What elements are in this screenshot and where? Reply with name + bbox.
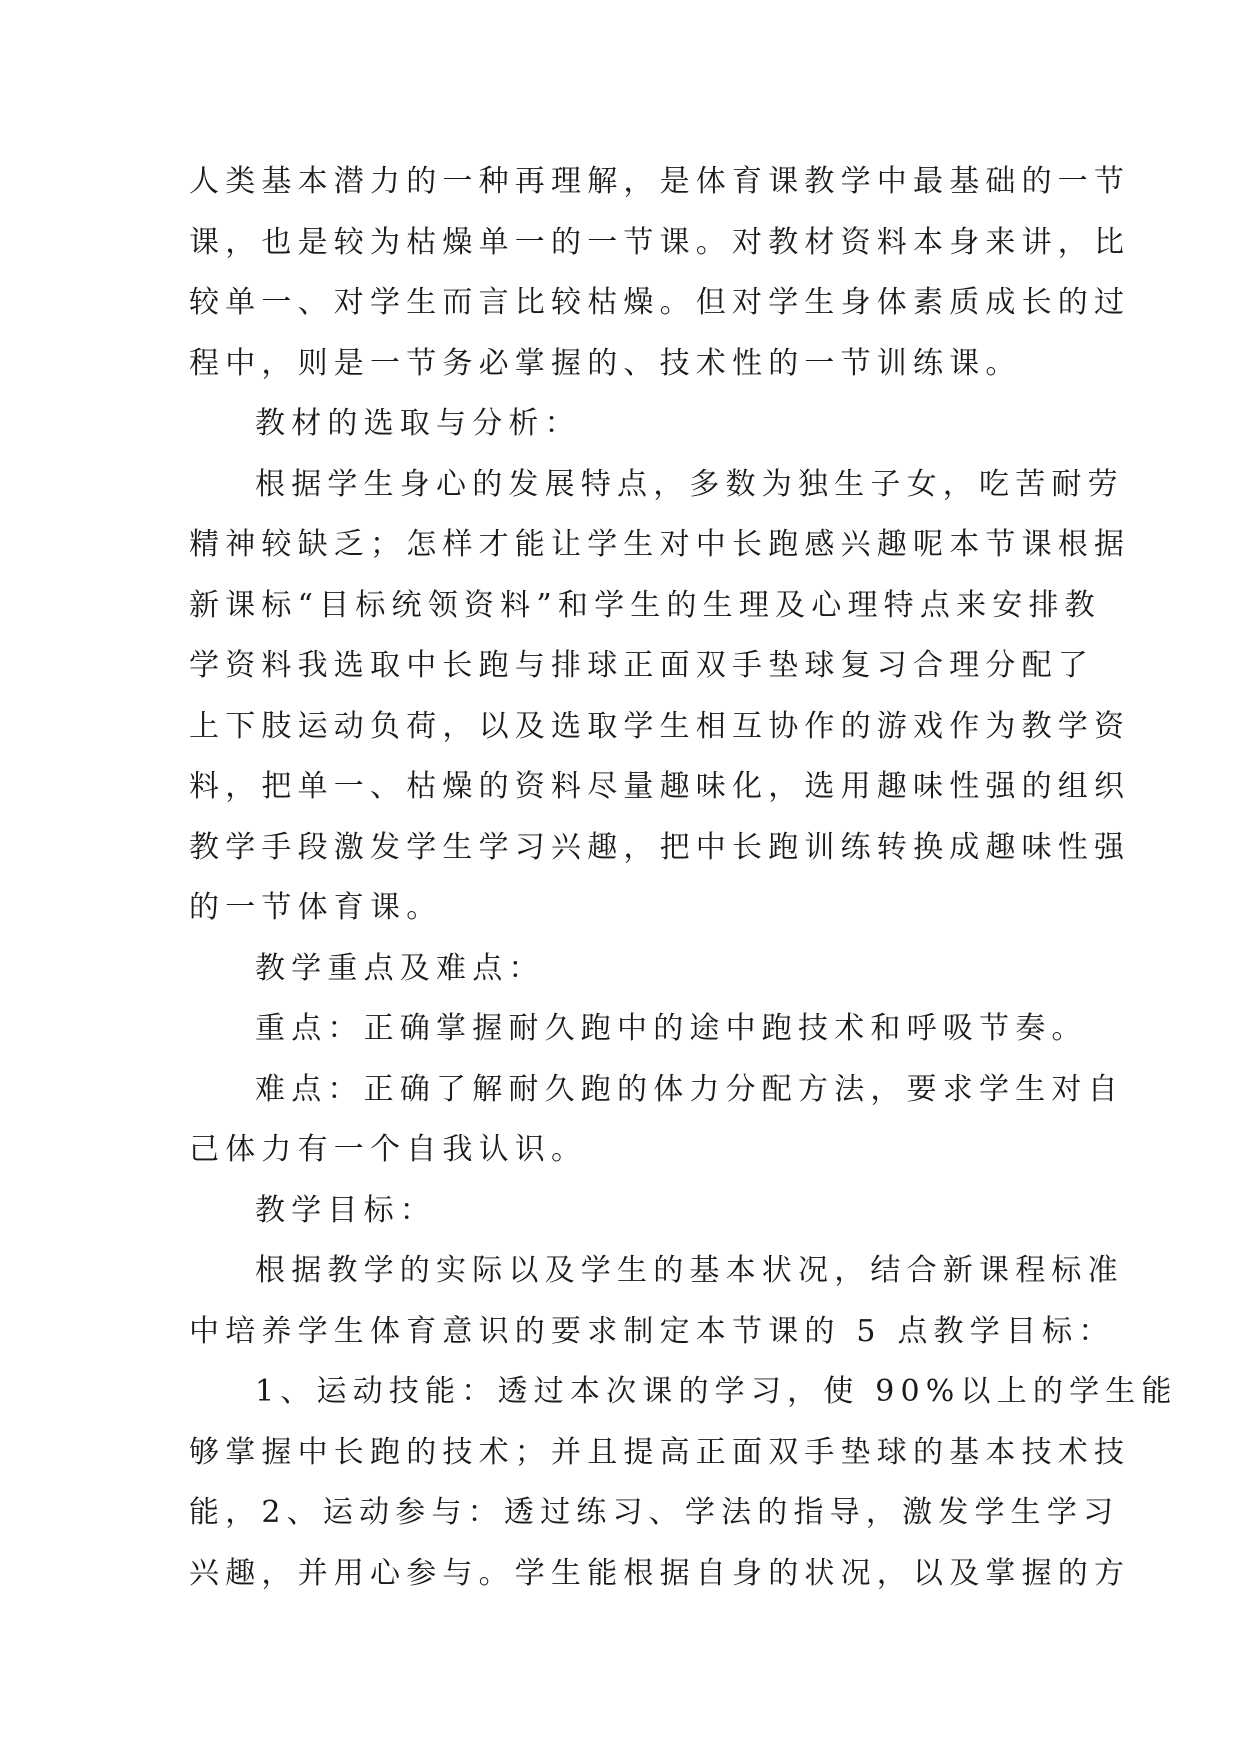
text-line: 1、运动技能：透过本次课的学习，使 90%以上的学生能 — [255, 1374, 1178, 1409]
text-line: 根据学生身心的发展特点，多数为独生子女，吃苦耐劳 — [255, 466, 1124, 502]
text-line: 根据教学的实际以及学生的基本状况，结合新课程标准 — [255, 1253, 1124, 1288]
text-line: 兴趣，并用心参与。学生能根据自身的状况，以及掌握的方 — [189, 1555, 1131, 1591]
text-line: 难点：正确了解耐久跑的体力分配方法，要求学生对自 — [255, 1071, 1124, 1107]
text-line: 重点：正确掌握耐久跑中的途中跑技术和呼吸节奏。 — [255, 1011, 1088, 1046]
text-line: 教学手段激发学生学习兴趣，把中长跑训练转换成趣味性强 — [189, 829, 1131, 865]
heading-material-selection — [189, 394, 1053, 455]
text-line: 料，把单一、枯燥的资料尽量趣味化，选用趣味性强的组织 — [189, 769, 1131, 804]
text-line: 的一节体育课。 — [189, 890, 443, 925]
text-line: 够掌握中长跑的技术；并且提高正面双手垫球的基本技术技 — [189, 1434, 1131, 1470]
text-line: 教材的选取与分析： — [255, 406, 581, 441]
text-line: 人类基本潜力的一种再理解，是体育课教学中最基础的一节 — [189, 164, 1131, 199]
text-line: 能，2、运动参与：透过练习、学法的指导，激发学生学习 — [189, 1495, 1120, 1530]
text-line: 学资料我选取中长跑与排球正面双手垫球复习合理分配了 — [189, 648, 1094, 683]
paragraph-difficult-point — [189, 1060, 1124, 1181]
paragraph-objectives-intro — [189, 1241, 1124, 1362]
text-line: 精神较缺乏；怎样才能让学生对中长跑感兴趣呢本节课根据 — [189, 527, 1131, 562]
text-line: 程中，则是一节务必掌握的、技术性的一节训练课。 — [189, 345, 1022, 381]
document-body — [189, 152, 1178, 1604]
text-line: 教学重点及难点： — [255, 950, 545, 986]
heading-key-difficult-points — [189, 939, 1053, 1000]
text-line: 上下肢运动负荷，以及选取学生相互协作的游戏作为教学资 — [189, 708, 1131, 744]
text-line: 己体力有一个自我认识。 — [189, 1132, 588, 1167]
text-line: 课，也是较为枯燥单一的一节课。对教材资料本身来讲，比 — [189, 224, 1131, 260]
paragraph-intro — [189, 152, 1131, 394]
text-line: 教学目标： — [255, 1192, 436, 1228]
paragraph-material-analysis — [189, 455, 1131, 939]
paragraph-objectives-list — [189, 1362, 1178, 1604]
heading-teaching-objectives — [189, 1181, 1053, 1242]
text-line: 新课标“目标统领资料”和学生的生理及心理特点来安排教 — [189, 587, 1101, 623]
paragraph-key-point — [189, 999, 1088, 1060]
text-line: 较单一、对学生而言比较枯燥。但对学生身体素质成长的过 — [189, 285, 1131, 320]
text-line: 中培养学生体育意识的要求制定本节课的 5 点教学目标： — [189, 1313, 1115, 1349]
